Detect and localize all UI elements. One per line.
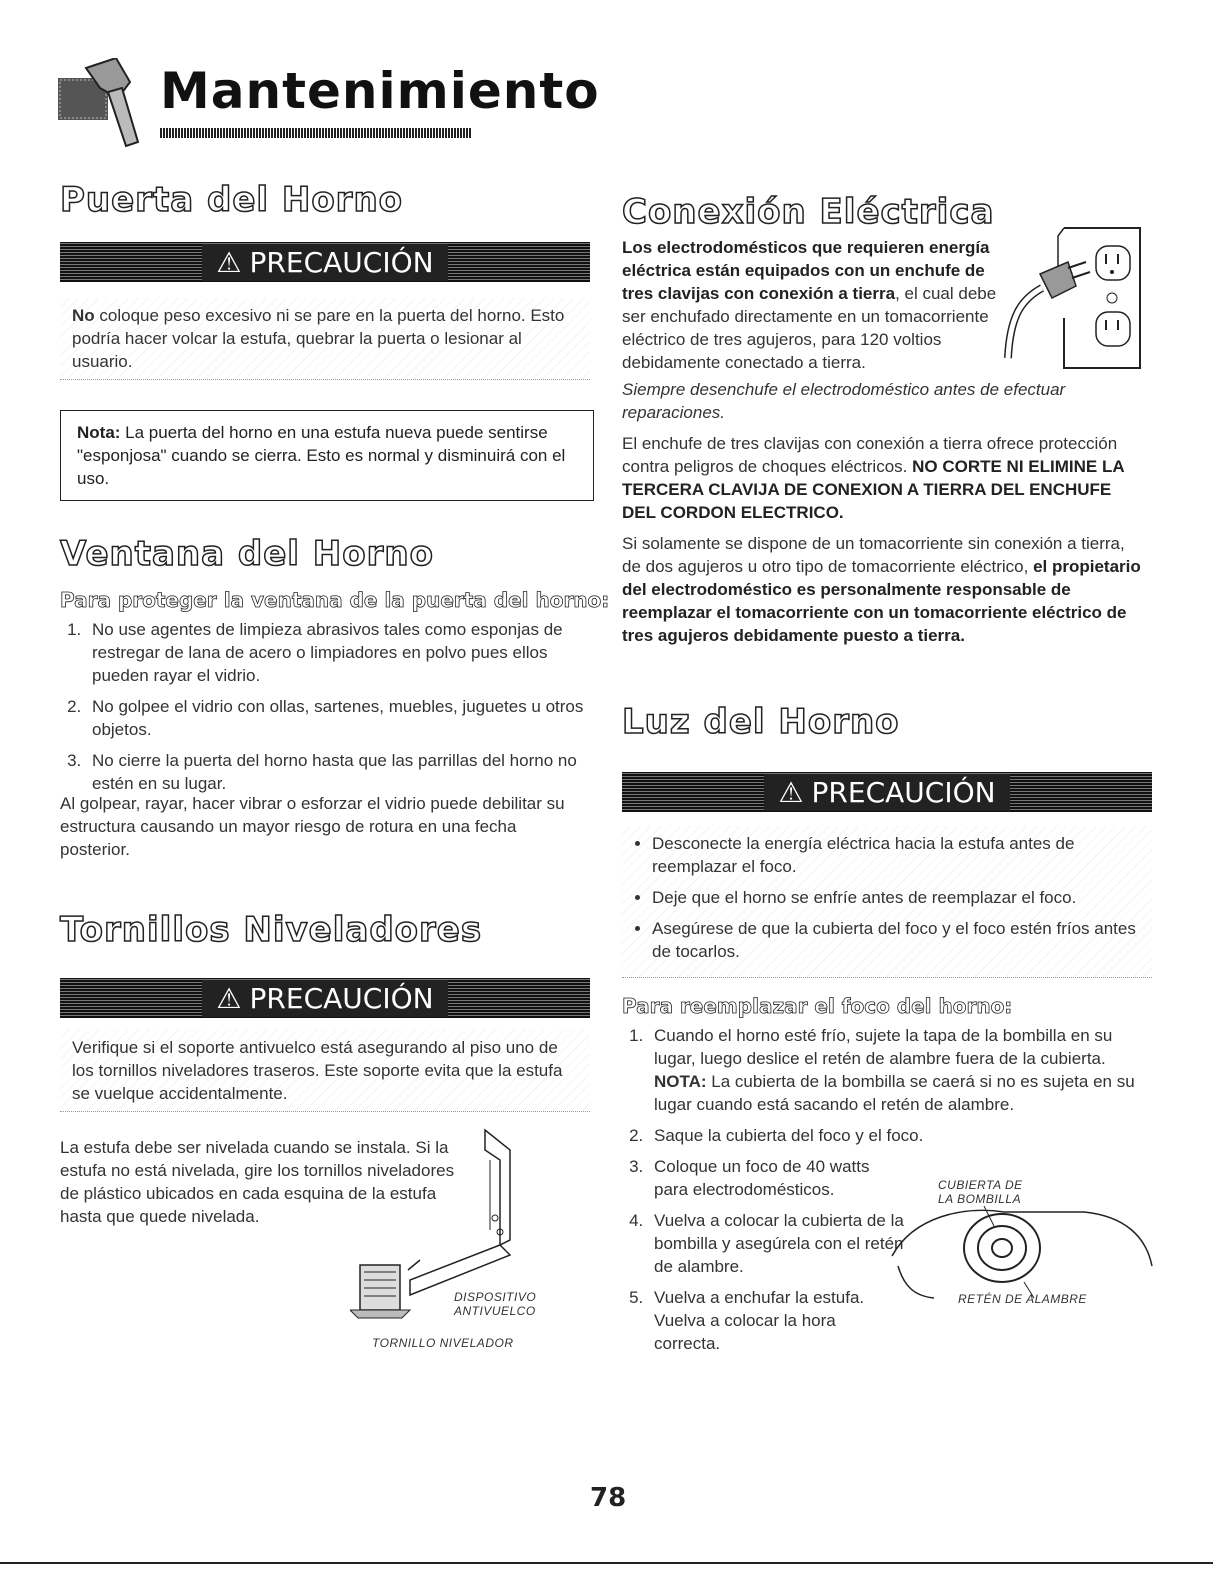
outlet-plug-diagram bbox=[990, 218, 1150, 378]
conexion-italic: Siempre desenchufe el electrodoméstico antes de efectuar reparaciones. bbox=[622, 380, 1066, 422]
caution-banner-luz bbox=[622, 772, 1152, 812]
list-item: • Desconecte la energía eléctrica hacia la estufa antes de reemplazar el foco. bbox=[652, 832, 1140, 878]
section-title-luz: Luz del Horno bbox=[622, 702, 900, 742]
warning-text-tornillos bbox=[60, 1030, 590, 1112]
list-item: 2. No golpee el vidrio con ollas, sartenes, muebles, juguetes u otros objetos. bbox=[86, 695, 586, 741]
warning-bold: No bbox=[72, 306, 95, 325]
step-text: Saque la cubierta del foco y el foco. bbox=[654, 1126, 924, 1145]
caption-cover-1: CUBIERTA DE bbox=[938, 1178, 1023, 1192]
note-text: La puerta del horno en una estufa nueva puede sentirse "esponjosa" cuando se cierra. Esto es normal y disminuirá con el uso. bbox=[77, 423, 566, 488]
footer-rule bbox=[0, 1562, 1213, 1564]
subtitle-ventana: Para proteger la ventana de la puerta del horno: bbox=[60, 588, 610, 612]
warning-text-puerta bbox=[60, 298, 590, 380]
section-title-conexion: Conexión Eléctrica bbox=[622, 192, 995, 232]
bulb-cover-diagram bbox=[884, 1206, 1154, 1302]
caption-cover-2: LA BOMBILLA bbox=[938, 1192, 1022, 1206]
list-item bbox=[648, 1209, 904, 1278]
intro-rest: , el cual debe ser enchufado directamente en un tomacorriente eléctrico de tres agujeros, para 120 voltios debidamente conectado a tierra. bbox=[622, 284, 997, 372]
p2-text: El enchufe de tres clavijas con conexión a tierra ofrece protección contra peligros de choques eléctricos. bbox=[622, 434, 1118, 476]
step-text: Coloque un foco de 40 watts para electrodomésticos. bbox=[654, 1157, 870, 1199]
caution-banner-puerta bbox=[60, 242, 590, 282]
page-title: Mantenimiento bbox=[160, 62, 600, 120]
warning-list-luz bbox=[622, 826, 1152, 978]
p3-bold: el propietario del electrodoméstico es personalmente responsable de reemplazar el tomacorriente con un tomacorriente eléctrico de tres agujeros debidamente puesto a tierra. bbox=[622, 557, 1141, 645]
list-item bbox=[648, 1124, 1158, 1147]
conexion-p3 bbox=[622, 532, 1142, 647]
warning-body: coloque peso excesivo ni se pare en la puerta del horno. Esto podría hacer volcar la estufa, quebrar la puerta o lesionar al usuario. bbox=[72, 306, 565, 371]
conexion-p2 bbox=[622, 432, 1142, 524]
page-number: 78 bbox=[590, 1483, 627, 1513]
list-item: 3. No cierre la puerta del horno hasta que las parrillas del horno no estén en su lugar. bbox=[86, 749, 586, 795]
warning-triangle-icon: ⚠ bbox=[216, 245, 242, 279]
caption-device-1: DISPOSITIVO bbox=[454, 1290, 537, 1304]
note-box bbox=[60, 410, 594, 501]
caution-label: PRECAUCIÓN bbox=[249, 981, 434, 1015]
conexion-intro bbox=[622, 236, 1002, 374]
step-note: La cubierta de la bombilla se caerá si no es sujeta en su lugar cuando está sacando el retén de alambre. bbox=[654, 1072, 1135, 1114]
caution-banner-tornillos bbox=[60, 978, 590, 1018]
warning-triangle-icon: ⚠ bbox=[778, 775, 804, 809]
list-item: • Deje que el horno se enfríe antes de reemplazar el foco. bbox=[652, 886, 1140, 909]
caption-screw: TORNILLO NIVELADOR bbox=[372, 1336, 514, 1350]
caution-label: PRECAUCIÓN bbox=[249, 245, 434, 279]
title-underline bbox=[160, 128, 472, 138]
list-item bbox=[648, 1024, 1158, 1116]
section-title-tornillos: Tornillos Niveladores bbox=[60, 910, 483, 950]
list-item bbox=[648, 1155, 904, 1201]
p3-text: Si solamente se dispone de un tomacorriente sin conexión a tierra, de dos agujeros u otro tipo de tomacorriente eléctrico, bbox=[622, 534, 1125, 576]
list-item: 1. No use agentes de limpieza abrasivos tales como esponjas de restregar de lana de acero o limpiadores en polvo pues ellos pueden rayar el vidrio. bbox=[86, 618, 586, 687]
ventana-list bbox=[60, 618, 586, 803]
step-text: Vuelva a enchufar la estufa. Vuelva a colocar la hora correcta. bbox=[654, 1288, 865, 1353]
list-item bbox=[648, 1286, 874, 1355]
p2-bold: NO CORTE NI ELIMINE LA TERCERA CLAVIJA DE CONEXION A TIERRA DEL ENCHUFE DEL CORDON ELECTRICO. bbox=[622, 457, 1124, 522]
section-title-ventana: Ventana del Horno bbox=[60, 534, 434, 574]
caption-wire-retainer: RETÉN DE ALAMBRE bbox=[958, 1292, 1087, 1306]
luz-steps bbox=[622, 1024, 1158, 1363]
caution-label: PRECAUCIÓN bbox=[811, 775, 996, 809]
step-text: Vuelva a colocar la cubierta de la bombilla y asegúrela con el retén de alambre. bbox=[654, 1211, 904, 1276]
step-note-label: NOTA: bbox=[654, 1072, 707, 1091]
warning-body: Verifique si el soporte antivuelco está asegurando al piso uno de los tornillos niveladores traseros. Este soporte evita que la estufa se vuelque accidentalmente. bbox=[72, 1038, 563, 1103]
tornillos-body: La estufa debe ser nivelada cuando se instala. Si la estufa no está nivelada, gire los tornillos niveladores de plástico ubicados en cada esquina de la estufa hasta que quede nivelada. bbox=[60, 1138, 455, 1226]
intro-bold: Los electrodomésticos que requieren energía eléctrica están equipados con un enchufe de tres clavijas con conexión a tierra bbox=[622, 238, 990, 303]
section-title-puerta: Puerta del Horno bbox=[60, 180, 404, 220]
subtitle-luz: Para reemplazar el foco del horno: bbox=[622, 994, 1013, 1018]
step-text: Cuando el horno esté frío, sujete la tapa de la bombilla en su lugar, luego deslice el retén de alambre fuera de la cubierta. bbox=[654, 1026, 1113, 1068]
caption-device-2: ANTIVUELCO bbox=[454, 1304, 536, 1318]
warning-triangle-icon: ⚠ bbox=[216, 981, 242, 1015]
ventana-closing: Al golpear, rayar, hacer vibrar o esforzar el vidrio puede debilitar su estructura causando un mayor riesgo de rotura en una fecha posterior. bbox=[60, 794, 565, 859]
wrench-icon bbox=[56, 58, 148, 150]
note-label: Nota: bbox=[77, 423, 121, 442]
list-item: • Asegúrese de que la cubierta del foco y el foco estén fríos antes de tocarlos. bbox=[652, 917, 1140, 963]
